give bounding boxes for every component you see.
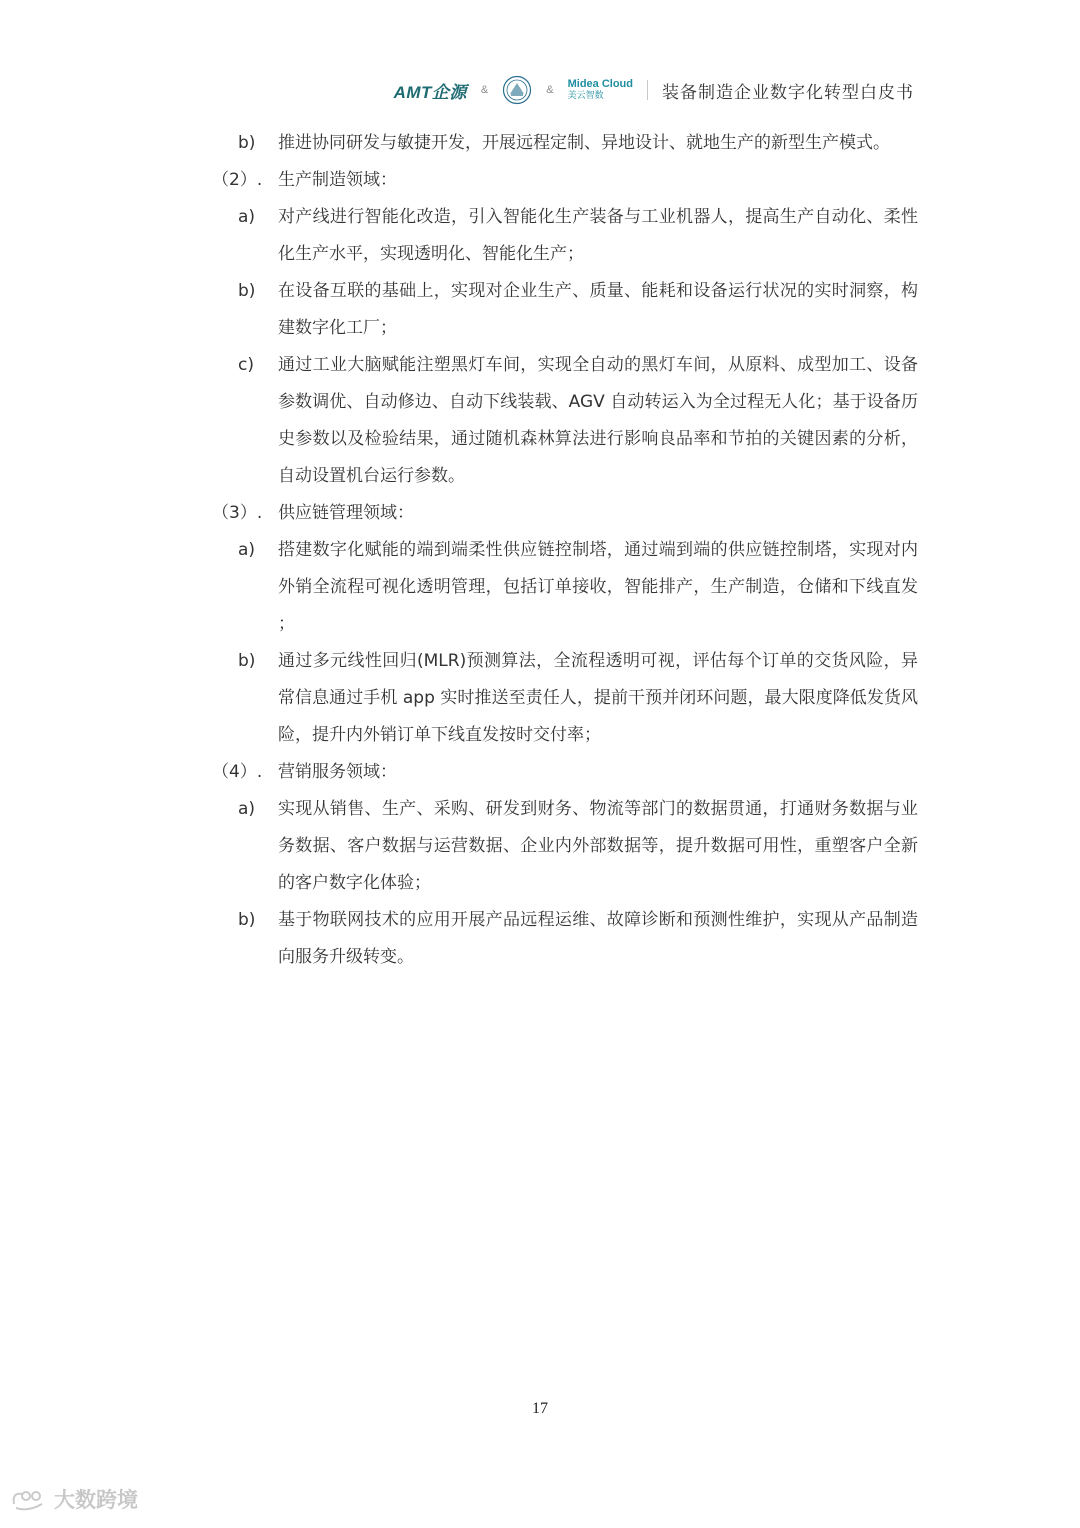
- list-marker: b): [238, 281, 256, 301]
- list-item-text: 对产线进行智能化改造，引入智能化生产装备与工业机器人，提高生产自动化、柔性化生产水平，实现透明化、智能化生产；: [278, 207, 918, 264]
- section-heading: [0, 162, 1080, 199]
- list-item-text: 搭建数字化赋能的端到端柔性供应链控制塔，通过端到端的供应链控制塔，实现对内外销全流程可视化透明管理，包括订单接收，智能排产，生产制造，仓储和下线直发 ；: [278, 540, 918, 634]
- list-item: [0, 791, 1080, 902]
- list-marker: b): [238, 133, 256, 153]
- list-marker: a): [238, 540, 256, 560]
- amt-logo: AMT企源: [393, 82, 467, 102]
- list-item-text: 通过工业大脑赋能注塑黑灯车间，实现全自动的黑灯车间，从原料、成型加工、设备参数调优、自动修边、自动下线装载、AGV 自动转运入为全过程无人化；基于设备历史参数以及检验结果，通过随机森林算法进行影响良品率和节拍的关键因素的分析，自动设置机台运行参数。: [278, 355, 918, 486]
- list-item: [0, 347, 1080, 495]
- list-item-text: 在设备互联的基础上，实现对企业生产、质量、能耗和设备运行状况的实时洞察，构建数字化工厂；: [278, 281, 918, 338]
- list-item-text: 推进协同研发与敏捷开发，开展远程定制、异地设计、就地生产的新型生产模式。: [278, 133, 890, 153]
- header-divider: [647, 80, 648, 100]
- section-marker: （3）.: [212, 503, 263, 523]
- list-item-text: 基于物联网技术的应用开展产品远程运维、故障诊断和预测性维护，实现从产品制造向服务升级转变。: [278, 910, 918, 967]
- watermark-logo-icon: [10, 1486, 48, 1512]
- list-item-text: 实现从销售、生产、采购、研发到财务、物流等部门的数据贯通，打通财务数据与业务数据、客户数据与运营数据、企业内外部数据等，提升数据可用性，重塑客户全新的客户数字化体验；: [278, 799, 918, 893]
- section-heading: [0, 754, 1080, 791]
- section-marker: （2）.: [212, 170, 263, 190]
- midea-logo-line2: 美云智数: [567, 91, 604, 101]
- list-item-text: 通过多元线性回归(MLR)预测算法，全流程透明可视，评估每个订单的交货风险，异常信息通过手机 app 实时推送至责任人，提前干预并闭环问题，最大限度降低发货风险，提升内外销订单下线直发按时交付率；: [278, 651, 918, 745]
- list-marker: a): [238, 799, 256, 819]
- section-heading-text: 营销服务领域：: [278, 762, 397, 782]
- university-seal-icon: [502, 75, 532, 105]
- list-item: [0, 199, 1080, 273]
- list-item: [0, 902, 1080, 976]
- section-marker: （4）.: [212, 762, 263, 782]
- page-header: [394, 74, 914, 106]
- list-item: [0, 532, 1080, 643]
- watermark-text: 大数跨境: [54, 1488, 138, 1512]
- list-marker: b): [238, 651, 256, 671]
- list-marker: b): [238, 910, 256, 930]
- section-heading-text: 生产制造领域：: [278, 170, 397, 190]
- page-number: 17: [532, 1400, 548, 1417]
- list-item: [0, 125, 1080, 162]
- list-marker: c): [238, 355, 254, 375]
- list-marker: a): [238, 207, 256, 227]
- page-content: [0, 125, 1080, 976]
- watermark: [10, 1484, 138, 1514]
- ampersand: &: [546, 84, 554, 96]
- section-heading-text: 供应链管理领域：: [278, 503, 414, 523]
- midea-cloud-logo: [568, 79, 633, 101]
- document-title: 装备制造企业数字化转型白皮书: [662, 82, 914, 103]
- midea-logo-line1: Midea Cloud: [567, 78, 633, 90]
- section-heading: [0, 495, 1080, 532]
- list-item: [0, 273, 1080, 347]
- ampersand: &: [480, 84, 489, 96]
- list-item: [0, 643, 1080, 754]
